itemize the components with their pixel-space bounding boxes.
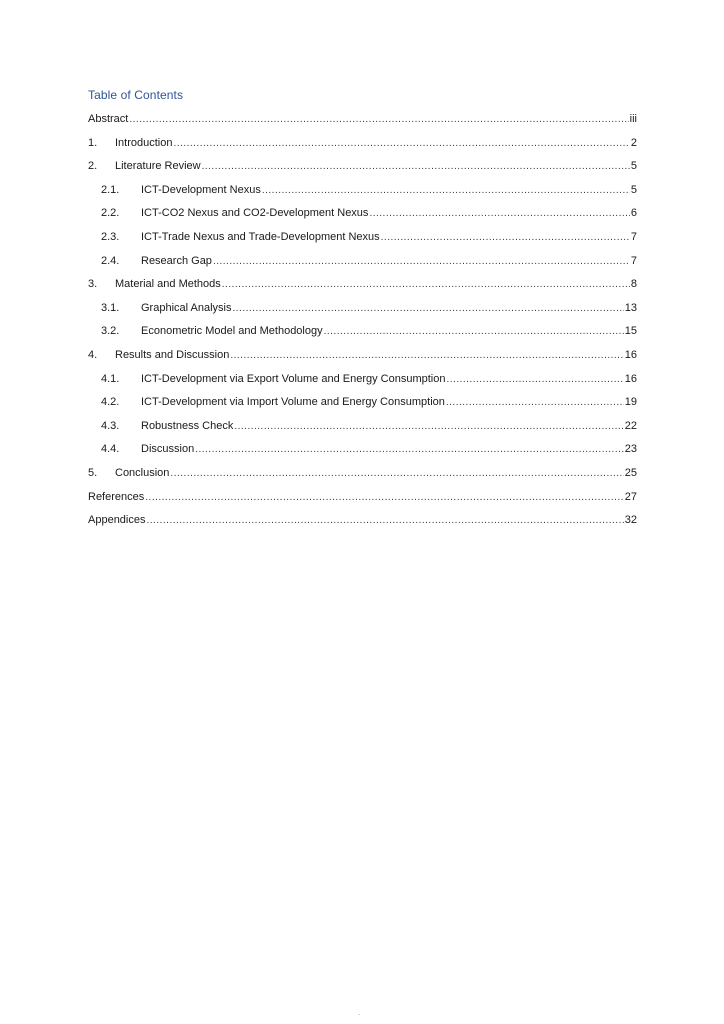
toc-entry-page: 2 — [630, 136, 637, 149]
toc-entry-number: 1. — [88, 136, 98, 149]
toc-entry-number: 5. — [88, 466, 98, 479]
toc-entry-label: References — [88, 490, 145, 503]
toc-entry-label: Abstract — [88, 113, 129, 125]
toc-entry[interactable] — [88, 491, 637, 515]
toc-entry-number: 4. — [88, 348, 98, 361]
toc-entry-label: ICT-Trade Nexus and Trade-Development Nexus — [141, 230, 380, 243]
toc-entry-number: 2.4. — [101, 254, 120, 267]
toc-entry-number: 4.4. — [101, 443, 120, 456]
toc-entry[interactable] — [88, 160, 637, 184]
toc-entry-page: 5 — [630, 183, 637, 196]
toc-entry[interactable] — [88, 349, 637, 373]
toc-entry-page: 16 — [624, 372, 637, 385]
toc-entry-number: 4.1. — [101, 372, 120, 385]
footer-mark: - — [358, 1012, 360, 1018]
toc-dot-leader — [262, 184, 630, 196]
toc-entry-page: 23 — [624, 443, 637, 456]
toc-entry[interactable] — [88, 278, 637, 302]
toc-entry-label: Discussion — [141, 443, 195, 456]
toc-entry-label: Robustness Check — [141, 419, 234, 432]
toc-entry-page: 16 — [624, 348, 637, 361]
toc-entry-page: 13 — [624, 301, 637, 314]
toc-list — [88, 113, 637, 538]
toc-entry-number: 3.1. — [101, 301, 120, 314]
toc-entry-page: 27 — [624, 490, 637, 503]
toc-dot-leader — [233, 302, 624, 314]
toc-dot-leader — [369, 207, 629, 219]
toc-entry-label: Results and Discussion — [115, 348, 230, 361]
toc-entry[interactable] — [88, 443, 637, 467]
toc-dot-leader — [213, 255, 630, 267]
toc-entry[interactable] — [88, 207, 637, 231]
toc-dot-leader — [145, 491, 623, 503]
toc-entry-label: ICT-Development via Export Volume and Energy Consumption — [141, 372, 446, 385]
toc-entry-page: 15 — [624, 325, 637, 338]
toc-entry-page: 7 — [630, 230, 637, 243]
toc-entry[interactable] — [88, 302, 637, 326]
toc-entry[interactable] — [88, 231, 637, 255]
toc-entry-page: 22 — [624, 419, 637, 432]
toc-dot-leader — [147, 514, 624, 526]
toc-entry-page: 32 — [624, 514, 637, 527]
toc-entry-page: 7 — [630, 254, 637, 267]
toc-entry[interactable] — [88, 255, 637, 279]
toc-entry-number: 2.3. — [101, 230, 120, 243]
toc-entry-number: 3. — [88, 278, 98, 291]
toc-entry-label: Econometric Model and Methodology — [141, 325, 323, 338]
toc-entry-page: 8 — [630, 278, 637, 291]
toc-entry-number: 3.2. — [101, 325, 120, 338]
toc-entry[interactable] — [88, 137, 637, 161]
toc-dot-leader — [173, 137, 629, 149]
toc-dot-leader — [381, 231, 630, 243]
toc-title: Table of Contents — [88, 88, 184, 102]
toc-entry-number: 2.2. — [101, 207, 120, 220]
toc-entry-label: Graphical Analysis — [141, 301, 232, 314]
toc-entry-label: ICT-Development Nexus — [141, 183, 261, 196]
toc-dot-leader — [129, 113, 628, 125]
toc-entry-number: 4.2. — [101, 396, 120, 409]
toc-entry[interactable] — [88, 420, 637, 444]
toc-entry-page: 25 — [624, 466, 637, 479]
toc-entry[interactable] — [88, 113, 637, 137]
toc-entry-page: iii — [629, 113, 637, 125]
toc-dot-leader — [195, 443, 624, 455]
toc-entry-number: 2.1. — [101, 183, 120, 196]
toc-entry[interactable] — [88, 373, 637, 397]
toc-dot-leader — [446, 396, 624, 408]
toc-dot-leader — [222, 278, 630, 290]
toc-dot-leader — [447, 373, 624, 385]
toc-entry[interactable] — [88, 184, 637, 208]
toc-entry[interactable] — [88, 325, 637, 349]
toc-entry-label: Material and Methods — [115, 278, 221, 291]
toc-entry-page: 19 — [624, 396, 637, 409]
toc-entry[interactable] — [88, 514, 637, 538]
toc-entry[interactable] — [88, 467, 637, 491]
toc-entry-label: ICT-CO2 Nexus and CO2-Development Nexus — [141, 207, 369, 220]
toc-entry-number: 4.3. — [101, 419, 120, 432]
toc-dot-leader — [202, 160, 630, 172]
toc-entry-label: Appendices — [88, 514, 146, 527]
toc-entry[interactable] — [88, 396, 637, 420]
toc-entry-label: Research Gap — [141, 254, 212, 267]
toc-entry-label: Literature Review — [115, 160, 201, 173]
toc-entry-number: 2. — [88, 160, 98, 173]
toc-dot-leader — [234, 420, 623, 432]
toc-entry-label: ICT-Development via Import Volume and Energy Consumption — [141, 396, 445, 409]
toc-entry-label: Introduction — [115, 136, 173, 149]
toc-dot-leader — [324, 325, 624, 337]
toc-entry-page: 5 — [630, 160, 637, 173]
toc-entry-page: 6 — [630, 207, 637, 220]
toc-entry-label: Conclusion — [115, 466, 170, 479]
toc-dot-leader — [230, 349, 623, 361]
toc-dot-leader — [170, 467, 623, 479]
